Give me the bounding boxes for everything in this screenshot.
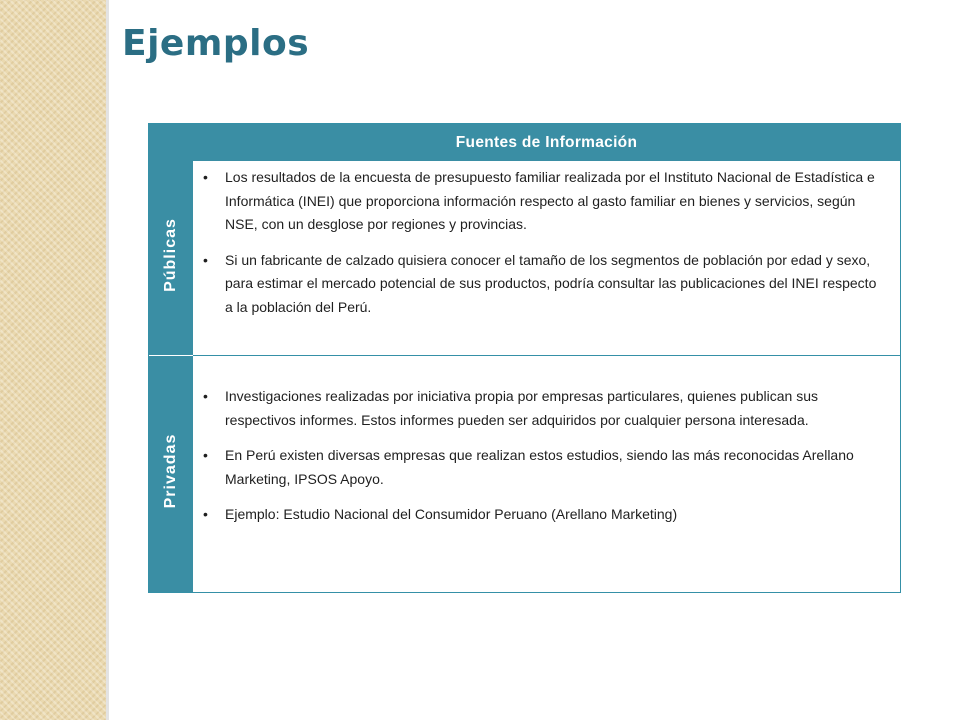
category-label-publicas: Públicas [162,218,179,292]
decorative-side-strip [0,0,106,720]
sources-table [148,123,901,593]
publicas-bullet-list [201,166,888,331]
list-item: • En Perú existen diversas empresas que realizan estos estudios, siendo las más reconocidas Arellano Marketing, IPSOS Apoyo. [201,444,888,491]
category-label-privadas: Privadas [162,433,179,509]
list-item: • Investigaciones realizadas por iniciativa propia por empresas particulares, quienes publican sus respectivos informes. Estos informes pueden ser adquiridos por cualquier persona interesada. [201,385,888,432]
category-divider [149,355,193,356]
category-column [149,124,193,592]
list-item: • Ejemplo: Estudio Nacional del Consumidor Peruano (Arellano Marketing) [201,503,888,527]
privadas-bullet-list [201,385,888,539]
side-strip-edge [106,0,109,720]
list-item: • Los resultados de la encuesta de presupuesto familiar realizada por el Instituto Nacional de Estadística e Informática (INEI) que proporciona información respecto al gasto familiar en bienes y servicios, según NSE, con un desglose por regiones y provincias. [201,166,888,237]
slide-title: Ejemplos [122,23,310,64]
row-divider [193,355,900,356]
table-header: Fuentes de Información [193,124,900,161]
list-item: • Si un fabricante de calzado quisiera conocer el tamaño de los segmentos de población por edad y sexo, para estimar el mercado potencial de sus productos, podría consultar las publicaciones del INEI respecto a la población del Perú. [201,249,888,320]
